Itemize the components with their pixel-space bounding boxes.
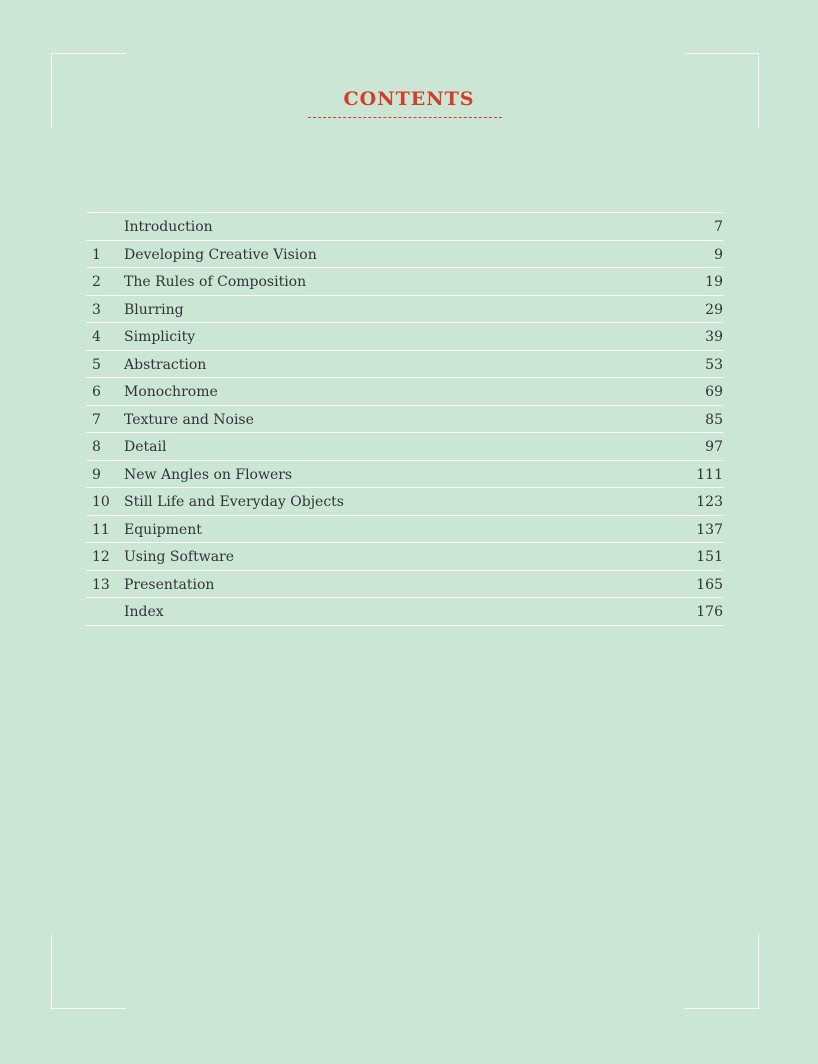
corner-mark-bottom-left xyxy=(51,934,126,1009)
page-number: 29 xyxy=(705,301,723,318)
toc-row[interactable] xyxy=(86,268,723,296)
page-number: 123 xyxy=(696,494,723,510)
page-number: 19 xyxy=(705,274,723,290)
chapter-title: Detail xyxy=(124,439,167,455)
chapter-number: 4 xyxy=(92,329,101,345)
chapter-title: Introduction xyxy=(124,219,213,235)
page-number: 7 xyxy=(714,219,723,235)
toc-row[interactable] xyxy=(86,488,723,516)
page-number: 9 xyxy=(714,246,723,263)
toc-row[interactable] xyxy=(86,598,723,626)
chapter-title: Simplicity xyxy=(124,329,196,345)
chapter-title: Equipment xyxy=(124,521,202,538)
toc-row[interactable] xyxy=(86,378,723,406)
toc-row[interactable] xyxy=(86,461,723,489)
title-underline xyxy=(308,117,502,118)
corner-mark-bottom-right xyxy=(685,934,759,1009)
chapter-number: 13 xyxy=(92,576,110,593)
page-number: 39 xyxy=(705,329,723,345)
page-number: 69 xyxy=(705,384,723,400)
chapter-title: Still Life and Everyday Objects xyxy=(124,494,344,510)
chapter-title: Monochrome xyxy=(124,384,218,400)
toc-row[interactable] xyxy=(86,516,723,544)
toc-row[interactable] xyxy=(86,351,723,379)
chapter-title: Blurring xyxy=(124,301,184,318)
chapter-number: 3 xyxy=(92,301,101,318)
page-number: 97 xyxy=(705,439,723,455)
chapter-number: 5 xyxy=(92,356,101,373)
chapter-title: Developing Creative Vision xyxy=(124,246,317,263)
chapter-title: Abstraction xyxy=(124,356,207,373)
chapter-number: 9 xyxy=(92,466,101,483)
toc-row[interactable] xyxy=(86,406,723,434)
toc-row[interactable] xyxy=(86,433,723,461)
chapter-title: Presentation xyxy=(124,576,215,593)
chapter-number: 12 xyxy=(92,549,110,565)
chapter-number: 6 xyxy=(92,384,101,400)
toc-row[interactable] xyxy=(86,543,723,571)
chapter-title: Using Software xyxy=(124,549,235,565)
page-number: 111 xyxy=(696,466,723,483)
toc-row[interactable] xyxy=(86,571,723,599)
chapter-number: 11 xyxy=(92,521,110,538)
page-title: CONTENTS xyxy=(343,88,475,110)
page-number: 53 xyxy=(705,356,723,373)
chapter-number: 1 xyxy=(92,246,101,263)
toc-row[interactable] xyxy=(86,296,723,324)
toc-row[interactable] xyxy=(86,323,723,351)
page-number: 165 xyxy=(696,576,723,593)
toc-row[interactable] xyxy=(86,241,723,269)
table-of-contents xyxy=(86,212,723,626)
toc-row[interactable] xyxy=(86,213,723,241)
chapter-number: 2 xyxy=(92,274,101,290)
page-number: 137 xyxy=(696,521,723,538)
chapter-title: Texture and Noise xyxy=(124,411,254,428)
chapter-title: New Angles on Flowers xyxy=(124,466,293,483)
chapter-number: 10 xyxy=(92,494,110,510)
chapter-title: The Rules of Composition xyxy=(124,274,307,290)
page-number: 151 xyxy=(696,549,723,565)
chapter-number: 7 xyxy=(92,411,101,428)
chapter-title: Index xyxy=(124,604,164,620)
page-number: 85 xyxy=(705,411,723,428)
chapter-number: 8 xyxy=(92,439,101,455)
page-number: 176 xyxy=(696,604,723,620)
